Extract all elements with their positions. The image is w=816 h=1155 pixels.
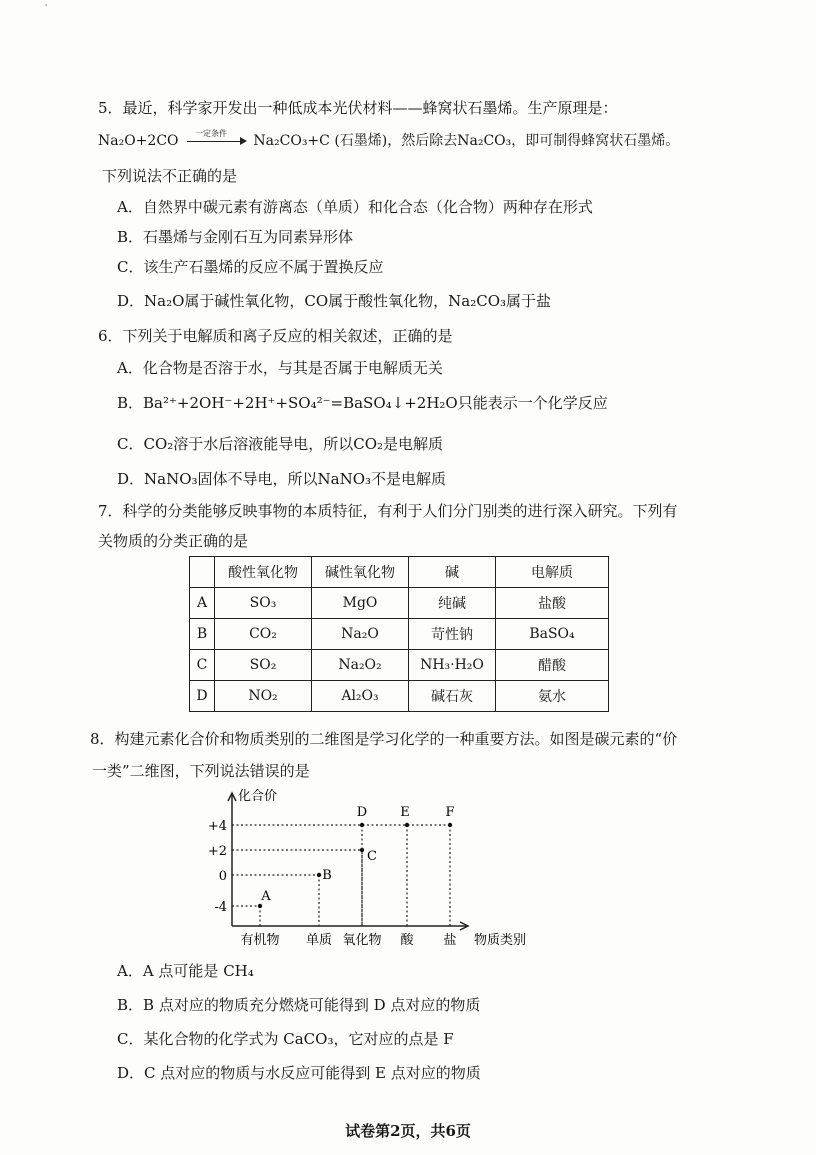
page-footer: 试卷第2页，共6页 — [345, 1122, 471, 1140]
q5-stem: 下列说法不正确的是 — [102, 167, 238, 185]
table-cell: BaSO₄ — [496, 619, 609, 650]
q5-title: 5．最近，科学家开发出一种低成本光伏材料——蜂窝状石墨烯。生产原理是： — [98, 99, 618, 117]
classification-table — [189, 556, 609, 712]
q6-option-b: B．Ba²⁺+2OH⁻+2H⁺+SO₄²⁻=BaSO₄↓+2H₂O只能表示一个化学反应 — [117, 394, 608, 412]
table-cell: 盐酸 — [496, 588, 609, 619]
table-header-cell: 碱 — [409, 557, 496, 588]
data-point — [317, 873, 321, 877]
table-cell: C — [190, 650, 215, 681]
table-header-cell — [190, 557, 215, 588]
x-tick-label: 氧化物 — [342, 933, 382, 948]
table-header-cell: 酸性氧化物 — [215, 557, 312, 588]
q5-option-b: B．石墨烯与金刚石互为同素异形体 — [117, 228, 354, 246]
data-point — [448, 823, 452, 827]
table-row — [190, 588, 609, 619]
point-label: B — [322, 868, 332, 883]
q6-option-d: D．NaNO₃固体不导电，所以NaNO₃不是电解质 — [117, 470, 447, 488]
data-point — [258, 904, 262, 908]
data-point — [360, 823, 364, 827]
table-cell: SO₃ — [215, 588, 312, 619]
q7-title-line2: 关物质的分类正确的是 — [98, 532, 249, 550]
table-row — [190, 619, 609, 650]
point-label: E — [400, 805, 410, 820]
q7-title-line1: 7．科学的分类能够反映事物的本质特征，有利于人们分门别类的进行深入研究。下列有 — [98, 502, 678, 520]
x-tick-label: 单质 — [305, 933, 333, 948]
q8-option-c: C．某化合物的化学式为 CaCO₃，它对应的点是 F — [117, 1030, 454, 1048]
table-cell: Na₂O — [312, 619, 409, 650]
data-point — [405, 823, 409, 827]
y-tick-label: +2 — [207, 844, 227, 859]
x-tick-label: 盐 — [443, 933, 457, 948]
q5-option-d: D．Na₂O属于碱性氧化物，CO属于酸性氧化物，Na₂CO₃属于盐 — [117, 292, 552, 310]
table-cell: 纯碱 — [409, 588, 496, 619]
x-axis-label: 物质类别 — [474, 933, 527, 948]
table-cell: B — [190, 619, 215, 650]
table-header-row — [190, 557, 609, 588]
q5-eq-right: Na₂CO₃+C (石墨烯)，然后除去Na₂CO₃，即可制得蜂窝状石墨烯。 — [253, 133, 680, 149]
table-cell: Al₂O₃ — [312, 681, 409, 712]
point-label: C — [367, 849, 377, 864]
y-tick-label: 0 — [218, 869, 227, 884]
table-cell: SO₂ — [215, 650, 312, 681]
table-cell: 苛性钠 — [409, 619, 496, 650]
table-cell: MgO — [312, 588, 409, 619]
y-tick-label: +4 — [207, 819, 227, 834]
table-cell: CO₂ — [215, 619, 312, 650]
q5-equation — [98, 130, 679, 150]
q8-title-line1: 8．构建元素化合价和物质类别的二维图是学习化学的一种重要方法。如图是碳元素的“价 — [90, 730, 678, 748]
q5-eq-condition: 一定条件 — [194, 128, 227, 138]
table-header-cell: 电解质 — [496, 557, 609, 588]
table-cell: NO₂ — [215, 681, 312, 712]
table-header-cell: 碱性氧化物 — [312, 557, 409, 588]
q6-option-c: C．CO₂溶于水后溶液能导电，所以CO₂是电解质 — [117, 435, 444, 453]
q8-option-d: D．C 点对应的物质与水反应可能得到 E 点对应的物质 — [117, 1064, 481, 1082]
q6-option-a: A．化合物是否溶于水，与其是否属于电解质无关 — [117, 359, 443, 377]
x-tick-label: 酸 — [400, 933, 414, 948]
table-cell: D — [190, 681, 215, 712]
q5-option-a: A．自然界中碳元素有游离态（单质）和化合态（化合物）两种存在形式 — [117, 198, 593, 216]
q5-eq-left: Na₂O+2CO — [98, 133, 179, 149]
table-cell: 醋酸 — [496, 650, 609, 681]
table-row — [190, 681, 609, 712]
q8-option-a: A．A 点可能是 CH₄ — [117, 962, 254, 980]
y-axis-label: 化合价 — [238, 789, 278, 804]
table-cell: Na₂O₂ — [312, 650, 409, 681]
q6-title: 6．下列关于电解质和离子反应的相关叙述，正确的是 — [98, 327, 453, 345]
table-row — [190, 650, 609, 681]
q5-option-c: C．该生产石墨烯的反应不属于置换反应 — [117, 258, 384, 276]
x-tick-label: 有机物 — [240, 933, 280, 948]
y-tick-label: -4 — [214, 900, 227, 915]
q8-option-b: B．B 点对应的物质充分燃烧可能得到 D 点对应的物质 — [117, 996, 481, 1014]
table-cell: NH₃·H₂O — [409, 650, 496, 681]
q8-title-line2: 一类”二维图，下列说法错误的是 — [92, 762, 310, 780]
valence-class-diagram — [200, 783, 540, 953]
scan-mark: ' — [45, 3, 48, 12]
table-cell: 氨水 — [496, 681, 609, 712]
point-label: D — [356, 805, 368, 820]
reaction-arrow-icon — [187, 128, 245, 142]
table-cell: A — [190, 588, 215, 619]
point-label: A — [261, 889, 271, 904]
point-label: F — [445, 805, 455, 820]
table-cell: 碱石灰 — [409, 681, 496, 712]
